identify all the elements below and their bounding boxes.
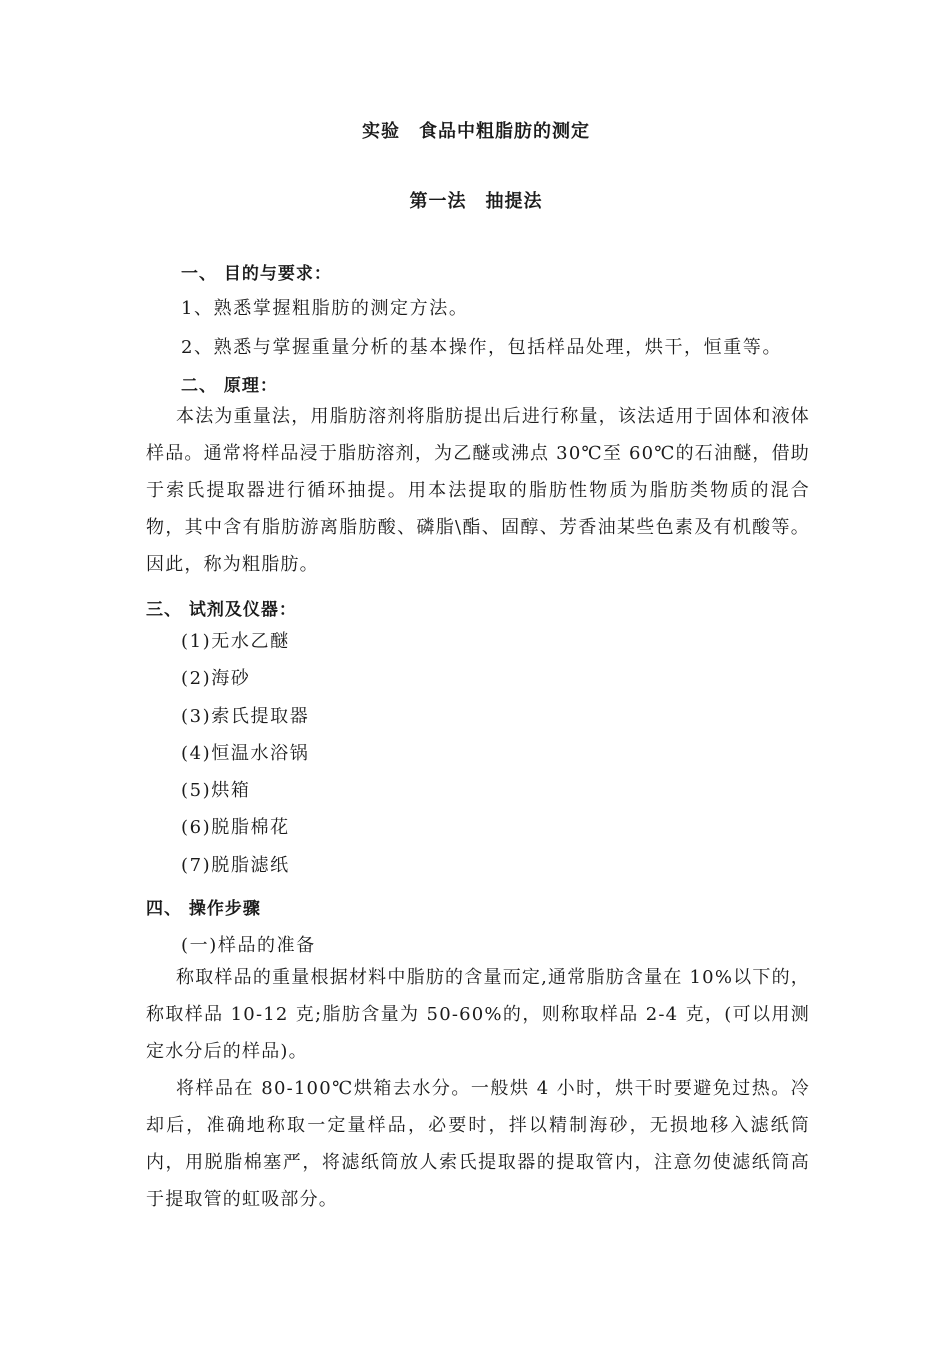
section-heading-reagents: 三、 试剂及仪器： bbox=[146, 600, 297, 620]
list-item: (3)索氏提取器 bbox=[181, 705, 310, 727]
list-item: (6)脱脂棉花 bbox=[181, 817, 290, 839]
section-heading-objectives: 一、 目的与要求： bbox=[181, 264, 332, 284]
list-item: (2)海砂 bbox=[181, 668, 251, 690]
procedure-paragraph-2: 将样品在 80-100℃烘箱去水分。一般烘 4 小时，烘干时要避免过热。冷却后，准确地称取一定量样品，必要时，拌以精制海砂，无损地移入滤纸筒内，用脱脂棉塞严，将滤纸筒放人索氏提取器的提取管内，注意勿使滤纸筒高于提取管的虹吸部分。 bbox=[146, 1078, 810, 1210]
list-item: (5)烘箱 bbox=[181, 780, 251, 802]
reagent-list bbox=[181, 623, 309, 884]
procedure-paragraph-1: 称取样品的重量根据材料中脂肪的含量而定,通常脂肪含量在 10%以下的，称取样品 10-12 克;脂肪含量为 50-60%的，则称取样品 2-4 克，(可以用测定水分后的样品)。 bbox=[146, 967, 810, 1062]
document-subtitle: 第一法 抽提法 bbox=[409, 191, 543, 212]
procedure-subheading: (一)样品的准备 bbox=[181, 935, 316, 956]
objective-item-1: 1、熟悉掌握粗脂肪的测定方法。 bbox=[181, 298, 469, 319]
list-item: (7)脱脂滤纸 bbox=[181, 854, 290, 876]
list-item: (1)无水乙醚 bbox=[181, 631, 290, 652]
document-title: 实验 食品中粗脂肪的测定 bbox=[362, 121, 590, 142]
section-heading-procedure: 四、 操作步骤 bbox=[146, 899, 261, 919]
section-heading-principle: 二、 原理： bbox=[181, 376, 278, 396]
principle-paragraph: 本法为重量法，用脂肪溶剂将脂肪提出后进行称量，该法适用于固体和液体样品。通常将样品浸于脂肪溶剂，为乙醚或沸点 30℃至 60℃的石油醚，借助于索氏提取器进行循环抽提。用本法提取的脂肪性物质为脂肪类物质的混合物，其中含有脂肪游离脂肪酸、磷脂\酯、固醇、芳香油某些色素及有机酸等。因此，称为粗脂肪。 bbox=[146, 406, 810, 575]
list-item: (4)恒温水浴锅 bbox=[181, 742, 310, 764]
objective-item-2: 2、熟悉与掌握重量分析的基本操作，包括样品处理，烘干，恒重等。 bbox=[181, 337, 783, 358]
